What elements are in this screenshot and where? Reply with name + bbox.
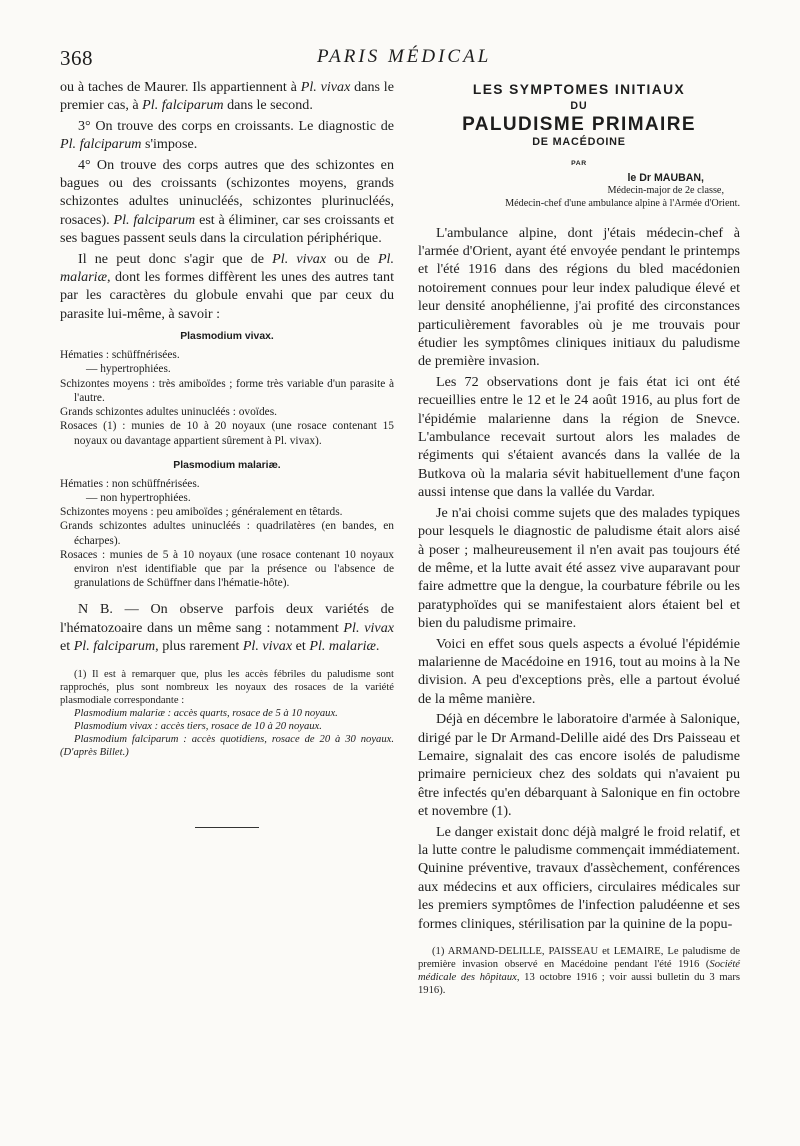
vivax-line: Rosaces (1) : munies de 10 à 20 noyaux (une rosace contenant 15 noyaux ou davantage appartient sûrement à Pl. vivax). — [60, 420, 394, 447]
page-number: 368 — [60, 46, 93, 70]
paragraph-item-3: 3° On trouve des corps en croissants. Le diagnostic de Pl. falciparum s'impose. — [60, 117, 394, 153]
vivax-line: Schizontes moyens : très amiboïdes ; forme très variable d'un parasite à l'autre. — [60, 377, 394, 404]
article-title-line-3: PALUDISME PRIMAIRE — [462, 114, 696, 135]
malariae-line: Schizontes moyens : peu amiboïdes ; généralement en têtards. — [60, 506, 343, 519]
paragraph-item-4: 4° On trouve des corps autres que des schizontes en bagues ou des croissants (schizontes moyens, grands schizontes adultes uninucléés, schizontes plurinucléés, rosaces). Pl. falciparum est à éliminer, car ses croissants et ses bagues passent seuls dans la circulation périphérique. — [60, 156, 394, 247]
article-paragraph: Voici en effet sous quels aspects a évolué l'épidémie malarienne de Macédoine en 1916, tout au moins à la Ne division. A peu d'exceptions près, elle a partout évolué de la même manière. — [418, 635, 740, 707]
footnote-left: (1) Il est à remarquer que, plus les accès fébriles du paludisme sont rapprochés, plus sont nombreux les noyaux des rosaces de la variété plasmodiale correspondante : — [60, 668, 394, 706]
separator-rule — [195, 827, 259, 828]
article-title-line-1: LES SYMPTOMES INITIAUX — [472, 82, 686, 97]
article-title-line-4: DE MACÉDOINE — [532, 136, 626, 148]
author-affiliation: Médecin-chef d'une ambulance alpine à l'Armée d'Orient. — [505, 197, 740, 209]
paragraph-comparison: Il ne peut donc s'agir que de Pl. vivax ou de Pl. malariæ, dont les formes diffèrent les unes des autres tant par les caractères du globule envahi que par ceux du parasite lui-même, à savoir : — [60, 250, 394, 322]
vivax-line: Hématies : schüffnérisées. — [60, 349, 180, 362]
running-head: PARIS MÉDICAL — [317, 46, 492, 67]
article-paragraph: Déjà en décembre le laboratoire d'armée à Salonique, dirigé par le Dr Armand-Delille aidé des Drs Paisseau et Lemaire, signalait des cas encore isolés de paludisme primaire pernicieux chez des soldats qui n'avaient pu être infectés qu'en débarquant à Salonique en fin octobre et novembre (1). — [418, 711, 740, 820]
footnote-right: (1) ARMAND-DELILLE, PAISSEAU et LEMAIRE, Le paludisme de première invasion observé en Macédoine pendant l'été 1916 (Société médicale des hôpitaux, 13 octobre 1916 ; voir aussi bulletin du 3 mars 1916). — [418, 946, 740, 997]
author-name: le Dr MAUBAN, — [627, 172, 704, 184]
byline-par: PAR — [571, 160, 587, 167]
article-paragraph: Le danger existait donc déjà malgré le froid relatif, et la lutte contre le paludisme commençait immédiatement. Quinine préventive, travaux d'assèchement, conférences aux médecins et aux officiers, circulaires médicales sur les premiers symptômes de l'infection paludéenne et ses formes cliniques, stérilisation par la quinine de la popu- — [418, 823, 740, 932]
malariae-line: Grands schizontes adultes uninucléés : quadrilatères (en bandes, en écharpes). — [60, 520, 394, 547]
vivax-line: — hypertrophiées. — [86, 363, 171, 376]
malariae-line: — non hypertrophiées. — [86, 491, 191, 504]
left-column — [60, 78, 394, 828]
malariae-line: Rosaces : munies de 5 à 10 noyaux (une rosace contenant 10 noyaux environ n'est identifiable que par la présence ou l'absence de granulations de Schüffner dans l'hématie-hôte). — [60, 548, 394, 590]
paragraph-nb: N B. — On observe parfois deux variétés de l'hématozoaire dans un même sang : notamment Pl. vivax et Pl. falciparum, plus rarement Pl. vivax et Pl. malariæ. — [60, 601, 394, 655]
article-paragraph: Je n'ai choisi comme sujets que des malades typiques pour lesquels le diagnostic de paludisme était alors aisé à poser ; malheureusement il n'en avait pas toujours été de même, et la lutte avait été assez vive auparavant pour faire admettre que la dengue, la courbature fébrile ou les paratyphoïdes qui se manifestaient alors étaient bel et bien du paludisme primaire. — [418, 504, 740, 632]
species-title-malariae: Plasmodium malariæ. — [173, 459, 281, 471]
species-title-vivax: Plasmodium vivax. — [180, 331, 274, 343]
author-affiliation: Médecin-major de 2e classe, — [607, 185, 724, 196]
paragraph-continuation: ou à taches de Maurer. Ils appartiennent à Pl. vivax dans le premier cas, à Pl. falciparum dans le second. — [60, 79, 394, 114]
footnote-left-line: Plasmodium vivax : accès tiers, rosace de 10 à 20 noyaux. — [74, 720, 322, 732]
footnote-left-line: Plasmodium falciparum : accès quotidiens, rosace de 20 à 30 noyaux. (D'après Billet.) — [60, 733, 394, 758]
right-column — [418, 78, 740, 997]
malariae-line: Hématies : non schüffnérisées. — [60, 477, 200, 490]
vivax-line: Grands schizontes adultes uninucléés : ovoïdes. — [60, 406, 278, 419]
article-title-line-2: DU — [570, 100, 588, 112]
footnote-left-line: Plasmodium malariæ : accès quarts, rosace de 5 à 10 noyaux. — [74, 707, 338, 719]
article-paragraph: L'ambulance alpine, dont j'étais médecin-chef à l'armée d'Orient, ayant été envoyée pendant le printemps et l'été 1916 dans des régions du bled macédonien notoirement connues pour leur index paludique élevé et leur densité anophélienne, j'ai profité des circonstances particulièrement favorables où je me trouvais pour étudier les symptômes cliniques initiaux du paludisme de première invasion. — [418, 224, 740, 370]
article-paragraph: Les 72 observations dont je fais état ici ont été recueillies entre le 12 et le 24 août 1916, au plus fort de l'épidémie malarienne dans la région de Snevce. L'ambulance recevait surtout alors les malades de régiments qui s'étaient avancés dans la vallée de la Butkova où la malaria sévit habituellement d'une façon aussi intense que dans la vallée du Vardar. — [418, 373, 740, 501]
